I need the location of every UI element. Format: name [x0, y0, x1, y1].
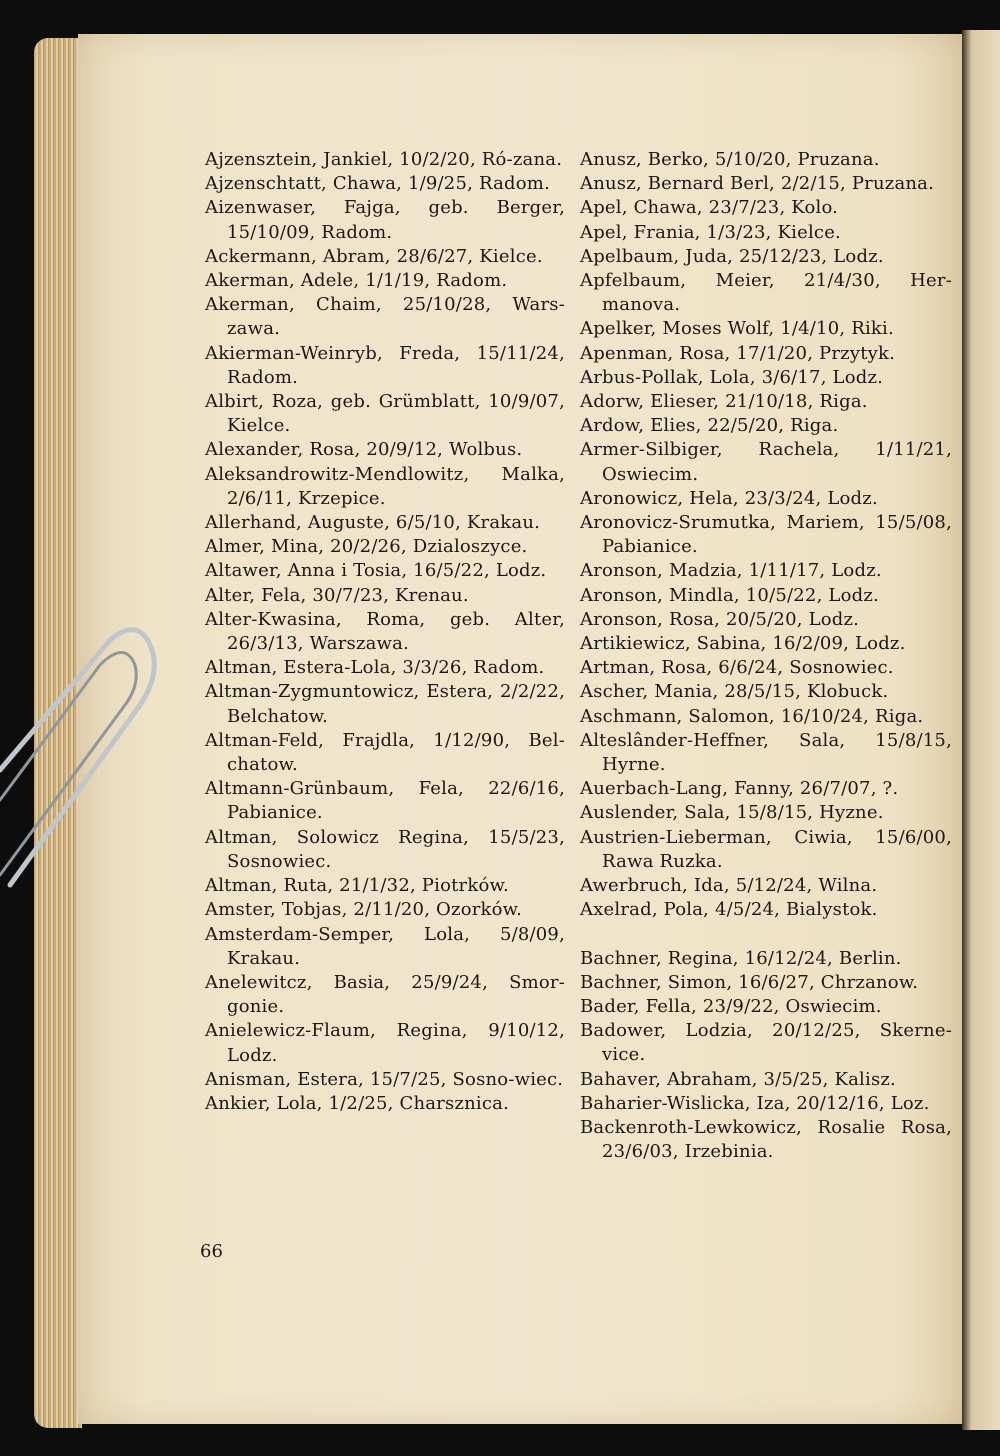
list-entry: Auerbach-Lang, Fanny, 26/7/07, ?. — [580, 778, 899, 800]
list-entry: Akierman-Weinryb, Freda, 15/11/24, Radom. — [205, 342, 565, 388]
list-entry: Armer-Silbiger, Rachela, 1/11/21, Oswiecim. — [580, 439, 952, 485]
left-column — [205, 148, 565, 1116]
list-entry: Alter-Kwasina, Roma, geb. Alter, 26/3/13, Warszawa. — [205, 608, 565, 655]
list-entry: Aschmann, Salomon, 16/10/24, Riga. — [580, 705, 924, 727]
list-entry: Albirt, Roza, geb. Grümblatt, 10/9/07, Kielce. — [205, 391, 565, 437]
list-entry: Amster, Tobjas, 2/11/20, Ozorków. — [205, 899, 523, 921]
list-entry: Ankier, Lola, 1/2/25, Charsznica. — [205, 1092, 509, 1114]
list-entry: Awerbruch, Ida, 5/12/24, Wilna. — [580, 875, 878, 897]
list-entry: Anisman, Estera, 15/7/25, Sosno-wiec. — [205, 1068, 564, 1090]
list-entry: Bachner, Simon, 16/6/27, Chrzanow. — [580, 971, 919, 993]
list-entry: Anelewitcz, Basia, 25/9/24, Smor-gonie. — [205, 971, 565, 1018]
list-entry: Ascher, Mania, 28/5/15, Klobuck. — [580, 681, 889, 703]
list-entry: Altman, Solowicz Regina, 15/5/23, Sosnowiec. — [205, 826, 565, 872]
list-entry: Backenroth-Lewkowicz, Rosalie Rosa, 23/6/03, Irzebinia. — [580, 1116, 952, 1163]
list-entry: Altman, Ruta, 21/1/32, Piotrków. — [205, 875, 509, 897]
list-entry: Apel, Chawa, 23/7/23, Kolo. — [580, 197, 839, 219]
list-entry: Anielewicz-Flaum, Regina, 9/10/12, Lodz. — [205, 1020, 565, 1066]
list-entry: Akerman, Chaim, 25/10/28, Wars-zawa. — [205, 294, 565, 340]
list-entry: Aronowicz, Hela, 23/3/24, Lodz. — [580, 487, 878, 509]
right-column — [580, 148, 952, 1164]
list-entry: Apelbaum, Juda, 25/12/23, Lodz. — [580, 245, 884, 267]
list-entry: Alexander, Rosa, 20/9/12, Wolbus. — [205, 439, 523, 461]
facing-page-edge — [962, 30, 1000, 1430]
list-entry: Altman-Feld, Frajdla, 1/12/90, Bel-chatow. — [205, 729, 565, 776]
list-entry: Apel, Frania, 1/3/23, Kielce. — [580, 221, 841, 243]
list-entry: Aizenwaser, Fajga, geb. Berger, 15/10/09, Radom. — [205, 197, 565, 243]
list-entry: Bahaver, Abraham, 3/5/25, Kalisz. — [580, 1068, 896, 1090]
list-entry: Auslender, Sala, 15/8/15, Hyzne. — [580, 802, 884, 824]
list-entry: Bader, Fella, 23/9/22, Oswiecim. — [580, 995, 882, 1017]
list-entry: Artikiewicz, Sabina, 16/2/09, Lodz. — [580, 633, 906, 655]
list-entry: Aronovicz-Srumutka, Mariem, 15/5/08, Pabianice. — [580, 512, 952, 558]
list-entry: Aleksandrowitz-Mendlowitz, Malka, 2/6/11, Krzepice. — [205, 463, 565, 509]
page-number: 66 — [200, 1241, 223, 1262]
list-entry: Akerman, Adele, 1/1/19, Radom. — [205, 270, 508, 292]
list-entry: Austrien-Lieberman, Ciwia, 15/6/00, Rawa Ruzka. — [580, 826, 952, 872]
list-entry: Arbus-Pollak, Lola, 3/6/17, Lodz. — [580, 366, 884, 388]
list-entry: Allerhand, Auguste, 6/5/10, Krakau. — [205, 512, 541, 534]
list-entry: Amsterdam-Semper, Lola, 5/8/09, Krakau. — [205, 923, 565, 969]
list-entry: Altmann-Grünbaum, Fela, 22/6/16, Pabianice. — [205, 778, 565, 824]
list-entry: Badower, Lodzia, 20/12/25, Skerne-vice. — [580, 1020, 952, 1066]
list-entry: Altman-Zygmuntowicz, Estera, 2/2/22, Belchatow. — [205, 681, 565, 727]
list-entry: Apenman, Rosa, 17/1/20, Przytyk. — [580, 342, 896, 364]
list-entry: Anusz, Berko, 5/10/20, Pruzana. — [580, 149, 880, 170]
list-entry: Alter, Fela, 30/7/23, Krenau. — [205, 584, 469, 606]
list-entry: Axelrad, Pola, 4/5/24, Bialystok. — [580, 899, 878, 921]
list-entry: Aronson, Rosa, 20/5/20, Lodz. — [580, 608, 860, 630]
list-entry: Ackermann, Abram, 28/6/27, Kielce. — [205, 245, 543, 267]
list-entry: Aronson, Madzia, 1/11/17, Lodz. — [580, 560, 882, 582]
list-entry: Ardow, Elies, 22/5/20, Riga. — [580, 415, 839, 437]
list-entry: Apfelbaum, Meier, 21/4/30, Her-manova. — [580, 270, 952, 316]
list-entry: Altman, Estera-Lola, 3/3/26, Radom. — [205, 657, 545, 679]
list-entry: Ajzenschtatt, Chawa, 1/9/25, Radom. — [205, 173, 551, 195]
list-entry: Almer, Mina, 20/2/26, Dzialoszyce. — [205, 536, 528, 558]
paper-clip — [0, 620, 170, 890]
list-entry: Alteslânder-Heffner, Sala, 15/8/15, Hyrne. — [580, 729, 952, 776]
list-entry: Altawer, Anna i Tosia, 16/5/22, Lodz. — [205, 560, 547, 582]
list-entry: Apelker, Moses Wolf, 1/4/10, Riki. — [580, 318, 894, 340]
section-gap — [580, 923, 952, 947]
list-entry: Baharier-Wislicka, Iza, 20/12/16, Loz. — [580, 1092, 930, 1114]
list-entry: Anusz, Bernard Berl, 2/2/15, Pruzana. — [580, 173, 935, 195]
list-entry: Adorw, Elieser, 21/10/18, Riga. — [580, 391, 868, 413]
list-entry: Bachner, Regina, 16/12/24, Berlin. — [580, 947, 902, 969]
list-entry: Ajzensztein, Jankiel, 10/2/20, Ró-zana. — [205, 149, 563, 170]
list-entry: Artman, Rosa, 6/6/24, Sosnowiec. — [580, 657, 894, 679]
list-entry: Aronson, Mindla, 10/5/22, Lodz. — [580, 584, 879, 606]
